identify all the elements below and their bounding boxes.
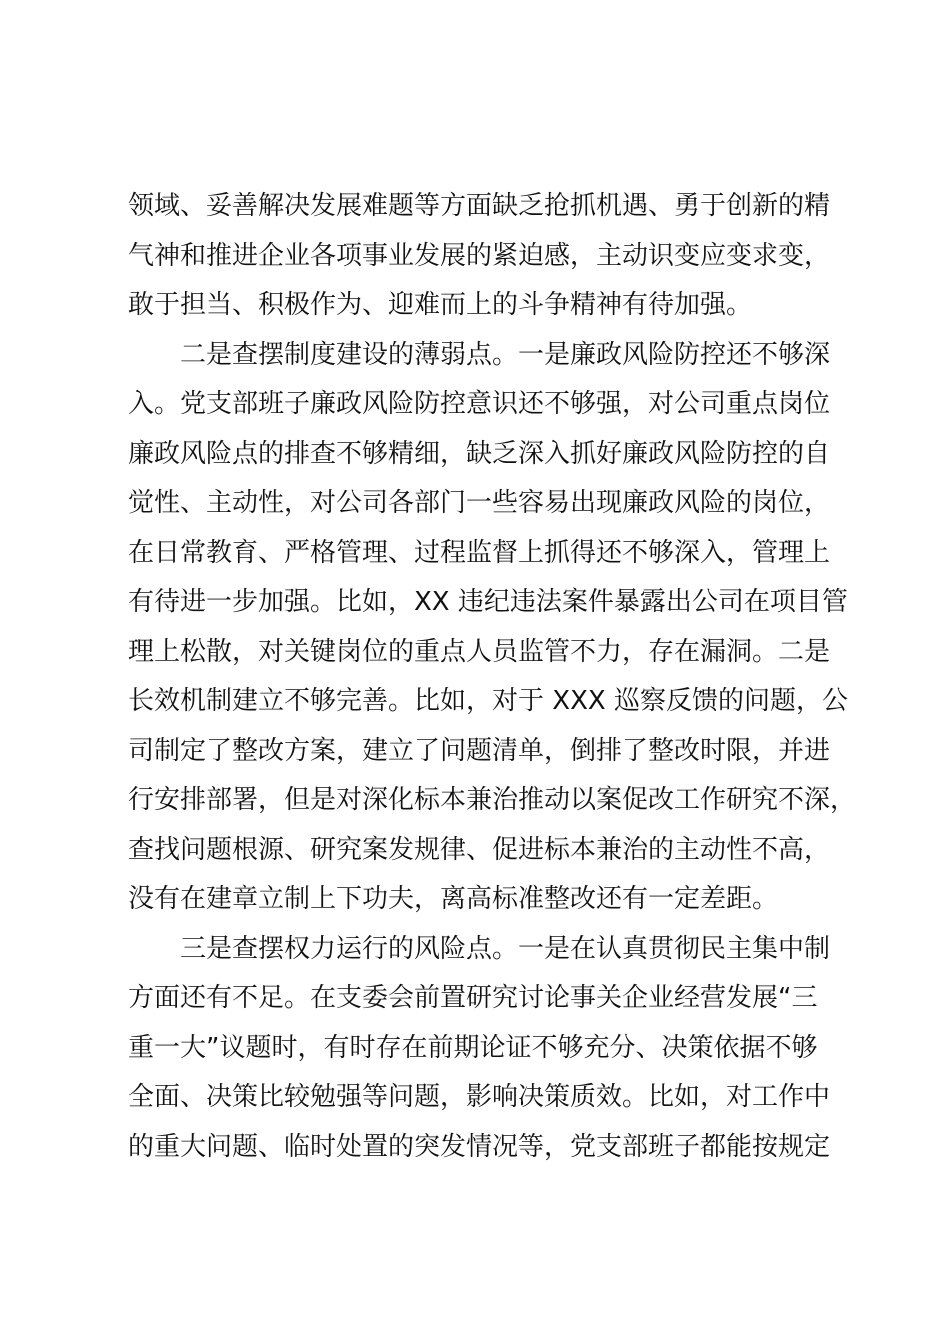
text-line: 觉性、主动性，对公司各部门一些容易出现廉政风险的岗位， <box>128 488 831 518</box>
text-line: 查找问题根源、研究案发规律、促进标本兼治的主动性不高， <box>128 834 831 865</box>
text-line: 司制定了整改方案，建立了问题清单，倒排了整改时限，并进 <box>128 735 831 766</box>
text-line: 重一大”议题时，有时存在前期论证不够充分、决策依据不够 <box>128 1032 818 1063</box>
text-line: 的重大问题、临时处置的突发情况等，党支部班子都能按规定 <box>128 1131 831 1162</box>
body-text <box>128 182 858 1172</box>
paragraph-start-line: 三是查摆权力运行的风险点。一是在认真贯彻民主集中制 <box>180 933 831 964</box>
text-line: 在日常教育、严格管理、过程监督上抓得还不够深入，管理上 <box>128 537 831 568</box>
text-line: 全面、决策比较勉强等问题，影响决策质效。比如，对工作中 <box>128 1082 831 1112</box>
text-line: 长效机制建立不够完善。比如，对于 XXX 巡察反馈的问题，公 <box>128 686 848 716</box>
text-line: 有待进一步加强。比如，XX 违纪违法案件暴露出公司在项目管 <box>128 587 848 617</box>
paragraph-start-line: 二是查摆制度建设的薄弱点。一是廉政风险防控还不够深 <box>180 339 831 370</box>
text-line: 行安排部署，但是对深化标本兼治推动以案促改工作研究不深， <box>128 785 857 815</box>
text-line: 廉政风险点的排查不够精细，缺乏深入抓好廉政风险防控的自 <box>128 438 831 469</box>
text-line: 没有在建章立制上下功夫，离高标准整改还有一定差距。 <box>128 884 779 914</box>
text-line: 方面还有不足。在支委会前置研究讨论事关企业经营发展“三 <box>128 983 818 1013</box>
text-line: 气神和推进企业各项事业发展的紧迫感，主动识变应变求变， <box>128 240 831 271</box>
text-line: 理上松散，对关键岗位的重点人员监管不力，存在漏洞。二是 <box>128 636 831 667</box>
text-line: 领域、妥善解决发展难题等方面缺乏抢抓机遇、勇于创新的精 <box>128 191 831 221</box>
text-line: 入。党支部班子廉政风险防控意识还不够强，对公司重点岗位 <box>128 389 831 419</box>
text-line: 敢于担当、积极作为、迎难而上的斗争精神有待加强。 <box>128 290 753 320</box>
